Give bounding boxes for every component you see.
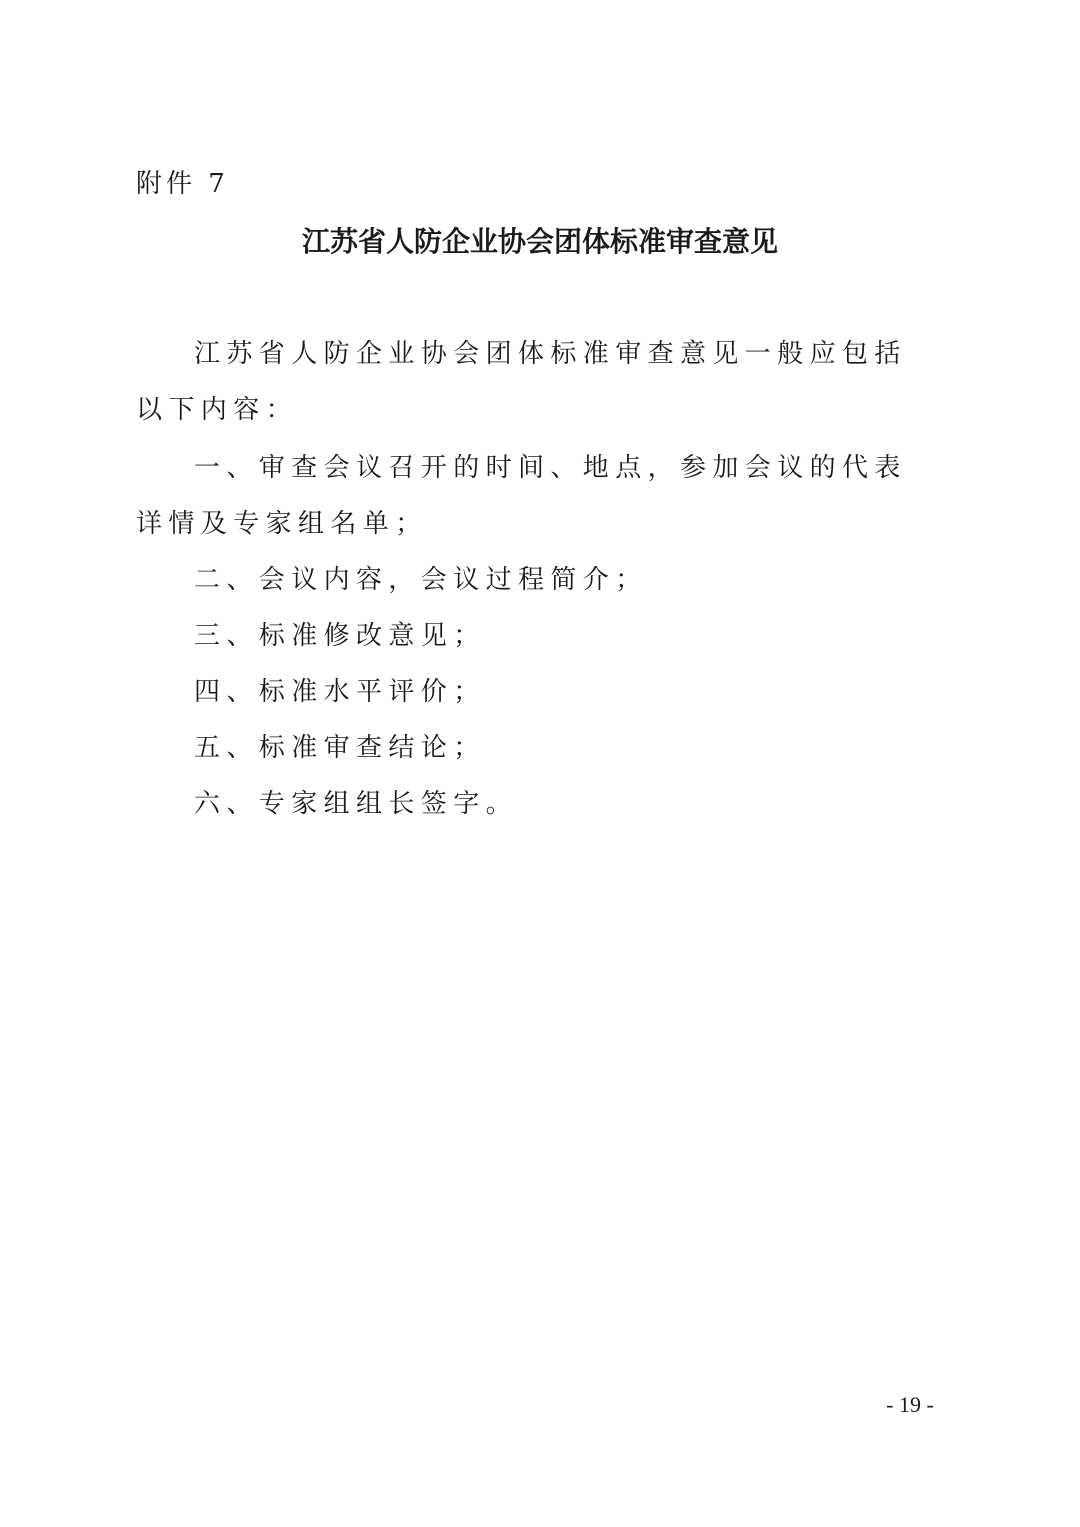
list-item-1: 一、审查会议召开的时间、地点，参加会议的代表详情及专家组名单；	[136, 453, 907, 539]
list-item-5: 五、标准审查结论；	[194, 733, 486, 763]
intro-paragraph: 江苏省人防企业协会团体标准审查意见一般应包括以下内容：	[136, 339, 907, 425]
list-item-4: 四、标准水平评价；	[194, 677, 486, 707]
document-title: 江苏省人防企业协会团体标准审查意见	[301, 225, 778, 258]
attachment-label: 附件 7	[136, 169, 229, 199]
list-item-2: 二、会议内容，会议过程简介；	[194, 565, 648, 595]
page-number: - 19 -	[886, 1392, 934, 1417]
list-item-6: 六、专家组组长签字。	[194, 789, 519, 819]
list-item-3: 三、标准修改意见；	[194, 621, 486, 651]
